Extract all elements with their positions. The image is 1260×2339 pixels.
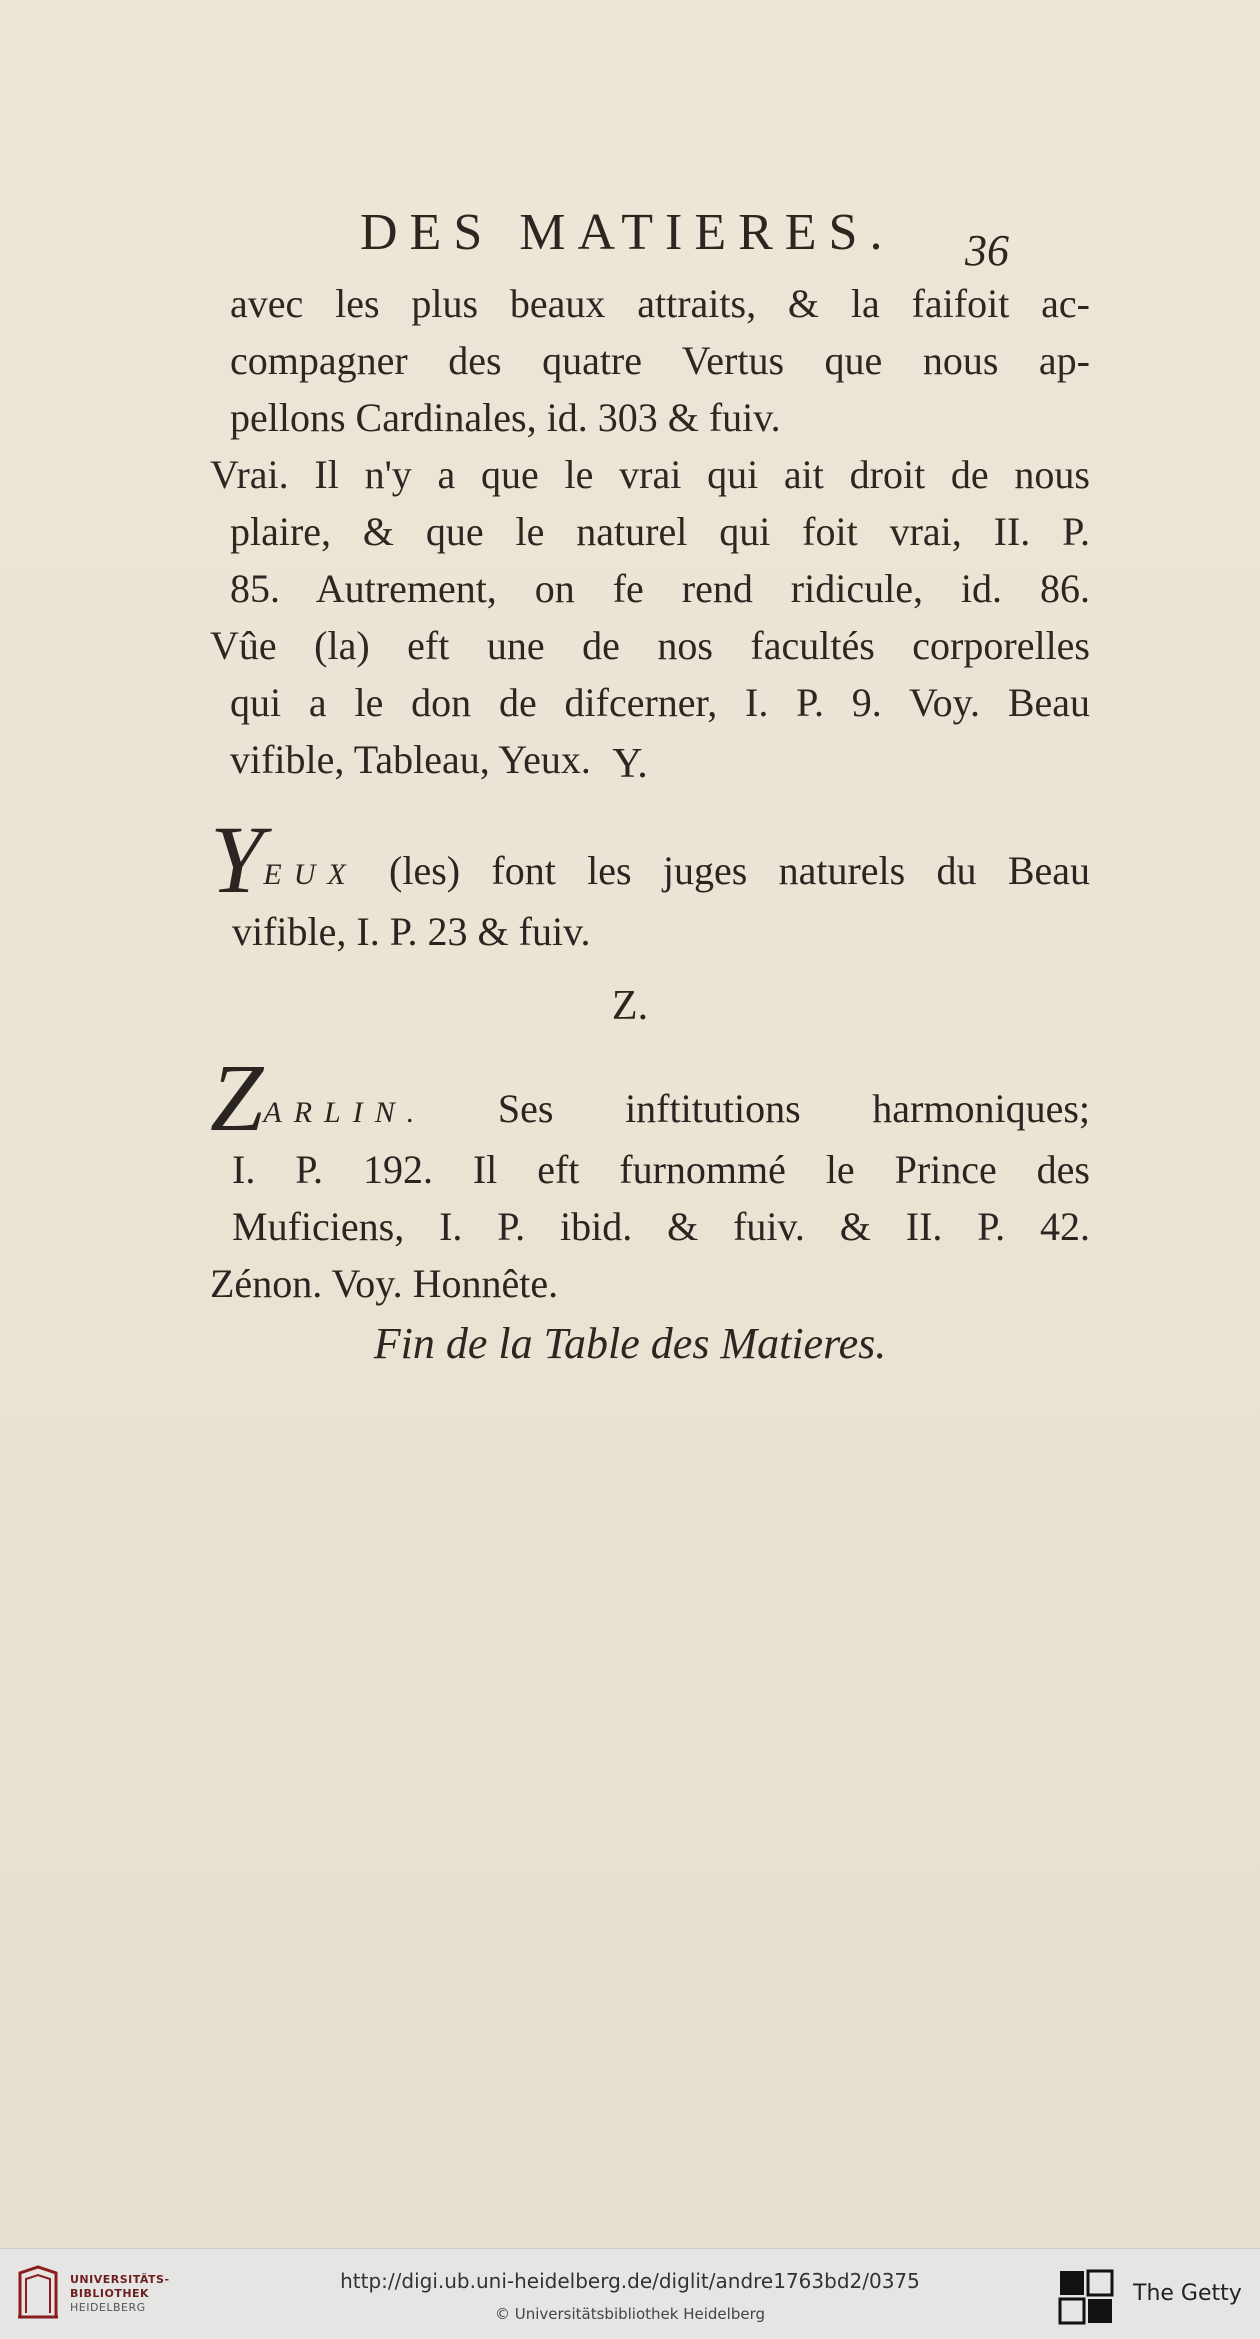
getty-logo-icon [1058,2269,1114,2325]
entry-text: Ses inftitutions harmoniques; [497,1086,1091,1131]
viewer-footer [0,2248,1260,2339]
section-heading-z: Z. [611,983,649,1029]
copyright-notice: © Universitätsbibliothek Heidelberg [494,2305,765,2323]
entry-text: I. P. 192. Il eft furnommé le Prince des [232,1147,1090,1192]
drop-initial: Z [210,1044,264,1151]
entry-line: Vûe (la) eft une de nos facultés corporelles [210,623,1090,668]
page-header [0,203,1260,273]
running-title: DES MATIERES. [360,204,895,261]
drop-initial: Y [210,806,264,913]
end-of-table: Fin de la Table des Matieres. [373,1319,887,1368]
page-number: 36 [965,226,1009,275]
entry-line: compagner des quatre Vertus que nous ap- [230,338,1090,383]
headword-rest: EUX [263,858,358,891]
entry-text: (les) font les juges naturels du Beau [389,848,1091,893]
entry-line: plaire, & que le naturel qui foit vrai, II. P. [230,509,1090,554]
entry-line: pellons Cardinales, id. 303 & fuiv. [230,395,781,440]
library-name-line: BIBLIOTHEK [70,2287,150,2300]
entry-line: 85. Autrement, on fe rend ridicule, id. 86. [230,566,1090,611]
library-name-line: HEIDELBERG [70,2301,146,2314]
index-entries [210,275,1090,788]
entry-line: avec les plus beaux attraits, & la faifoit ac- [230,281,1090,326]
entry-line: vifible, Tableau, Yeux. [230,737,591,782]
entry-yeux [210,806,1091,960]
section-heading-y: Y. [612,741,648,787]
entry-text: Zénon. Voy. Honnête. [210,1261,559,1306]
entry-zarlin [210,1044,1091,1312]
entry-line: Vrai. Il n'y a que le vrai qui ait droit de nous [210,452,1090,497]
headword-rest: ARLIN. [263,1096,427,1129]
entry-text: Muficiens, I. P. ibid. & fuiv. & II. P. 42. [232,1204,1090,1249]
permalink[interactable]: http://digi.ub.uni-heidelberg.de/diglit/andre1763bd2/0375 [340,2269,920,2293]
entry-line: qui a le don de difcerner, I. P. 9. Voy. Beau [230,680,1090,725]
entry-text: vifible, I. P. 23 & fuiv. [232,909,591,954]
library-name-line: UNIVERSITÄTS- [70,2273,170,2286]
partner-name: The Getty [1133,2281,1242,2306]
